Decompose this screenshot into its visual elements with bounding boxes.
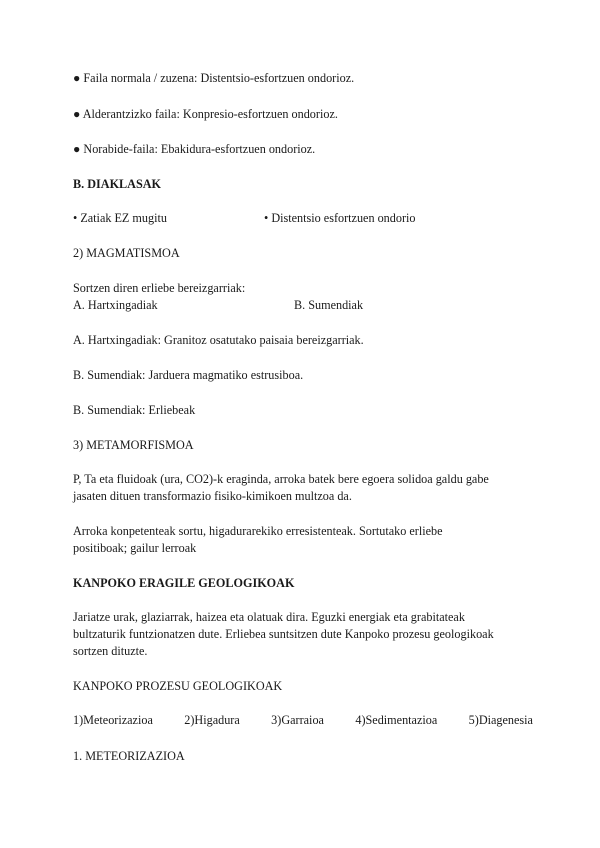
faila-normala: ● Faila normala / zuzena: Distentsio-esfortzuen ondorioz. (73, 71, 355, 85)
kanpoko-prozesu-list (73, 712, 533, 729)
kanpoko-eragile-line3: sortzen dituzte. (73, 644, 148, 658)
magmatismoa-option-b: B. Sumendiak (294, 298, 364, 312)
metamorfismoa-heading: 3) METAMORFISMOA (73, 438, 194, 452)
prozesu-item-garraioa: 3)Garraioa (271, 713, 324, 727)
metamorfismoa-para2-line1: Arroka konpetenteak sortu, higadurarekiko erresistenteak. Sortutako erliebe (73, 524, 443, 538)
magmatismoa-heading: 2) MAGMATISMOA (73, 246, 180, 260)
kanpoko-prozesu-heading: KANPOKO PROZESU GEOLOGIKOAK (73, 679, 283, 693)
diaklasak-item-2: • Distentsio esfortzuen ondorio (264, 211, 416, 225)
magmatismoa-line-b2: B. Sumendiak: Erliebeak (73, 403, 196, 417)
metamorfismoa-para1-line1: P, Ta eta fluidoak (ura, CO2)-k eraginda, arroka batek bere egoera solidoa galdu gabe (73, 472, 489, 486)
kanpoko-eragile-heading: KANPOKO ERAGILE GEOLOGIKOAK (73, 576, 295, 590)
magmatismoa-option-a: A. Hartxingadiak (73, 298, 158, 312)
prozesu-item-meteorizazioa: 1)Meteorizazioa (73, 713, 153, 727)
kanpoko-eragile-line1: Jariatze urak, glaziarrak, haizea eta olatuak dira. Eguzki energiak eta grabitateak (73, 610, 465, 624)
faila-alderantzizko: ● Alderantzizko faila: Konpresio-esfortzuen ondorioz. (73, 107, 338, 121)
magmatismoa-line-a: A. Hartxingadiak: Granitoz osatutako paisaia bereizgarriak. (73, 333, 364, 347)
prozesu-item-higadura: 2)Higadura (184, 713, 240, 727)
metamorfismoa-para2-line2: positiboak; gailur lerroak (73, 541, 197, 555)
magmatismoa-intro: Sortzen diren erliebe bereizgarriak: (73, 281, 246, 295)
prozesu-item-diagenesia: 5)Diagenesia (468, 713, 533, 727)
prozesu-item-sedimentazioa: 4)Sedimentazioa (355, 713, 438, 727)
magmatismoa-line-b1: B. Sumendiak: Jarduera magmatiko estrusiboa. (73, 368, 304, 382)
faila-norabide: ● Norabide-faila: Ebakidura-esfortzuen ondorioz. (73, 142, 316, 156)
diaklasak-item-1: • Zatiak EZ mugitu (73, 211, 167, 225)
diaklasak-heading: B. DIAKLASAK (73, 177, 162, 191)
metamorfismoa-para1-line2: jasaten dituen transformazio fisiko-kimikoen multzoa da. (73, 489, 352, 503)
kanpoko-eragile-line2: bultzaturik funtzionatzen dute. Erliebea suntsitzen dute Kanpoko prozesu geologikoak (73, 627, 494, 641)
meteorizazioa-heading: 1. METEORIZAZIOA (73, 749, 185, 763)
